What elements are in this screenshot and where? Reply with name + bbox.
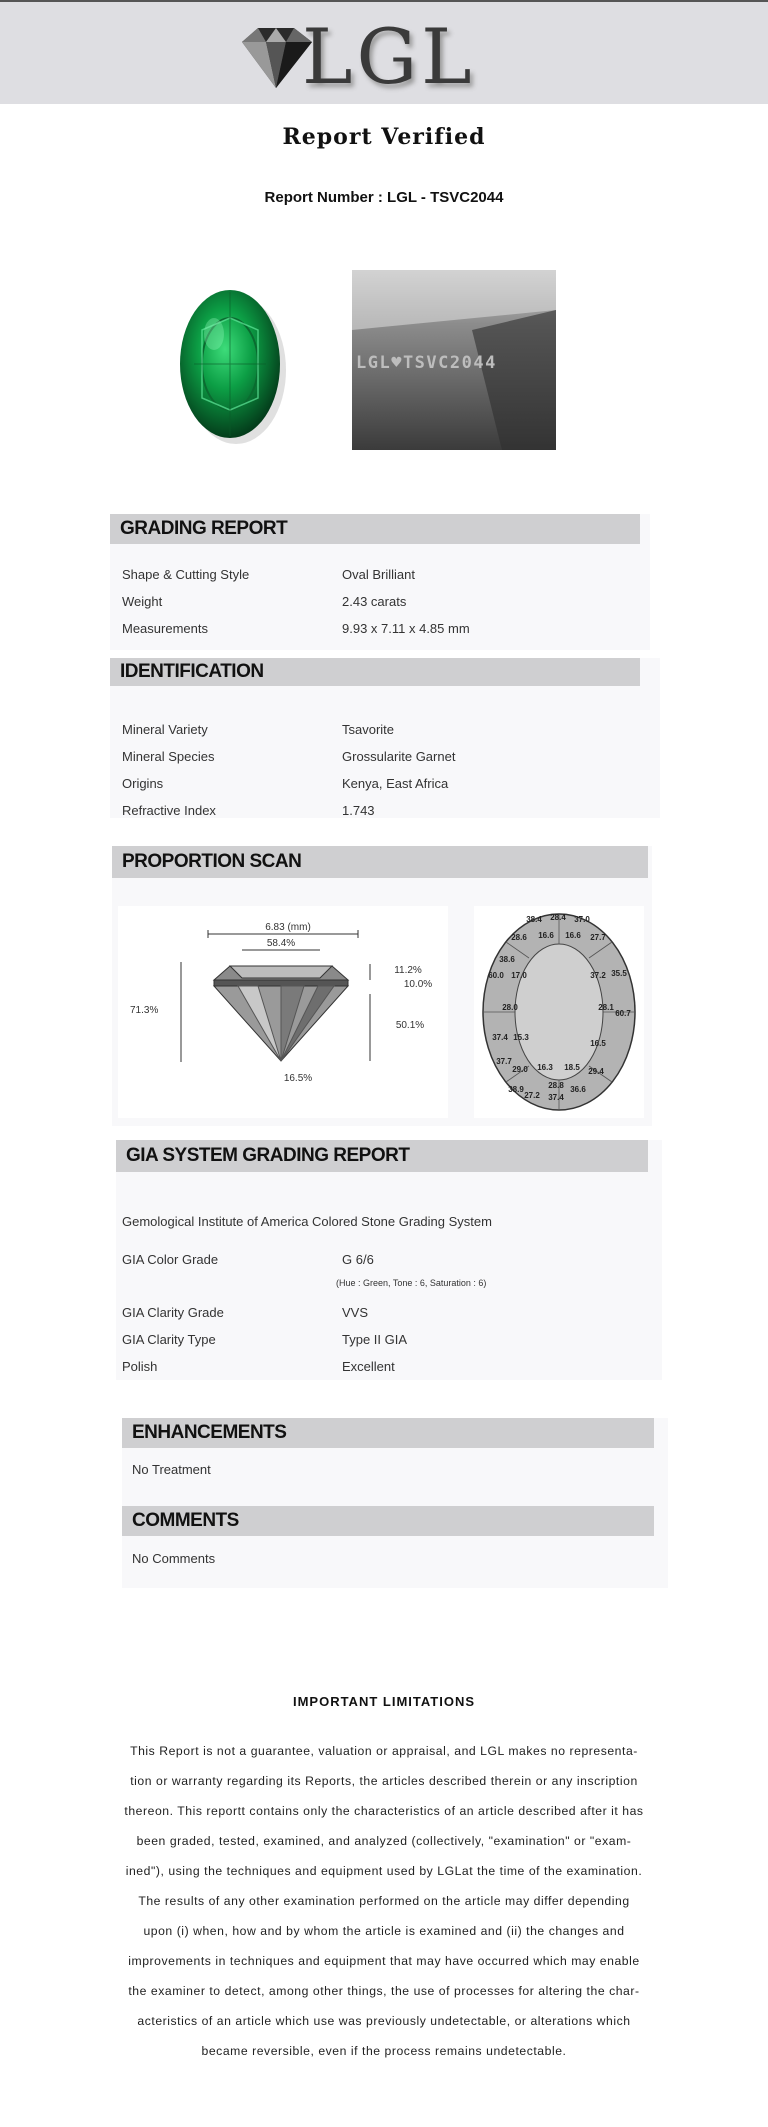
identification-label: Refractive Index [122, 803, 216, 818]
grading-value: 9.93 x 7.11 x 4.85 mm [342, 621, 470, 636]
side-profile-diagram [118, 906, 448, 1118]
gia-value: Excellent [342, 1359, 395, 1374]
facet-value-label: 29.4 [588, 1067, 604, 1076]
gia-label: GIA Clarity Type [122, 1332, 216, 1347]
facet-value-label: 15.3 [513, 1033, 529, 1042]
facet-value-label: 38.9 [508, 1085, 524, 1094]
grading-label: Weight [122, 594, 163, 609]
gia-label: Polish [122, 1359, 158, 1374]
width-label: 6.83 (mm) [265, 922, 311, 933]
limitations-line: thereon. This reportt contains only the characteristics of an article described after it has [124, 1804, 644, 1818]
facet-value-label: 28.6 [511, 933, 527, 942]
inscription-photo [352, 270, 556, 450]
facet-value-label: 28.0 [502, 1003, 518, 1012]
limitations-text [116, 1736, 652, 2066]
color-grade-note: (Hue : Green, Tone : 6, Saturation : 6) [336, 1278, 487, 1288]
pavilion-label: 50.1% [395, 1020, 425, 1031]
gia-label: GIA Color Grade [122, 1252, 219, 1267]
gia-value: Type II GIA [342, 1332, 408, 1347]
facet-value-label: 37.0 [574, 915, 590, 924]
gia-value: VVS [342, 1305, 369, 1320]
girdle-label: 10.0% [403, 979, 433, 990]
facet-value-label: 28.4 [550, 913, 566, 922]
identification-heading: IDENTIFICATION [110, 658, 640, 686]
facet-value-label: 16.6 [565, 931, 581, 940]
limitations-line: tion or warranty regarding its Reports, the articles described therein or any inscription [130, 1774, 638, 1788]
facet-value-label: 28.1 [598, 1003, 614, 1012]
facet-value-label: 37.4 [492, 1033, 508, 1042]
table-label: 58.4% [266, 938, 296, 949]
lgl-logo [232, 12, 492, 101]
limitations-line: This Report is not a guarantee, valuation or appraisal, and LGL makes no representa- [130, 1744, 638, 1758]
identification-label: Mineral Variety [122, 722, 208, 737]
logo-text: LGL [302, 12, 476, 101]
grading-value: 2.43 carats [342, 594, 407, 609]
facet-value-label: 35.5 [611, 969, 627, 978]
facet-value-label: 37.7 [496, 1057, 512, 1066]
crown-label: 11.2% [394, 965, 422, 976]
identification-label: Mineral Species [122, 749, 215, 764]
top-view-diagram [474, 906, 644, 1118]
facet-value-label: 27.2 [524, 1091, 540, 1100]
limitations-line: the examiner to detect, among other things, the use of processes for altering the char- [128, 1984, 640, 1998]
facet-value-label: 16.3 [537, 1063, 553, 1072]
facet-value-label: 36.6 [570, 1085, 586, 1094]
facet-value-label: 38.4 [526, 915, 542, 924]
facet-value-label: 27.7 [590, 933, 606, 942]
facet-value-label: 16.5 [590, 1039, 606, 1048]
facet-value-label: 37.4 [548, 1093, 564, 1102]
gemstone-photo [134, 270, 326, 462]
gia-value: G 6/6 [342, 1252, 374, 1267]
grading-heading: GRADING REPORT [110, 514, 640, 544]
limitations-line: upon (i) when, how and by whom the article is examined and (ii) the changes and [143, 1924, 625, 1938]
facet-value-label: 29.0 [512, 1065, 528, 1074]
report-number: Report Number : LGL - TSVC2044 [264, 189, 504, 206]
facet-value-label: 38.6 [499, 955, 515, 964]
facet-value-label: 28.8 [548, 1081, 564, 1090]
culet-label: 16.5% [283, 1073, 313, 1084]
gia-label: GIA Clarity Grade [122, 1305, 224, 1320]
identification-label: Origins [122, 776, 164, 791]
grading-label: Shape & Cutting Style [122, 567, 250, 582]
identification-value: Tsavorite [342, 722, 395, 737]
proportion-heading: PROPORTION SCAN [112, 846, 648, 878]
inscription-text: LGL♥TSVC2044 [356, 353, 497, 373]
facet-value-label: 60.0 [488, 971, 504, 980]
facet-value-label: 17.0 [511, 971, 527, 980]
limitations-line: ined"), using the techniques and equipment used by LGLat the time of the examination. [125, 1864, 643, 1878]
comments-text: No Comments [132, 1551, 216, 1566]
limitations-line: been graded, tested, examined, and analyzed (collectively, "examination" or "exam- [136, 1834, 632, 1848]
depth-label: 71.3% [130, 1005, 159, 1016]
grading-value: Oval Brilliant [342, 567, 415, 582]
identification-value: 1.743 [342, 803, 375, 818]
limitations-line: became reversible, even if the process remains undetectable. [201, 2044, 567, 2058]
limitations-line: acteristics of an article which use was previously undetectable, or alterations which [137, 2014, 631, 2028]
facet-value-label: 60.7 [615, 1009, 631, 1018]
limitations-heading: IMPORTANT LIMITATIONS [292, 1694, 476, 1709]
identification-value: Grossularite Garnet [342, 749, 456, 764]
limitations-line: The results of any other examination performed on the article may differ depending [138, 1894, 630, 1908]
page-title: Report Verified [282, 124, 486, 150]
header-bar [0, 0, 768, 104]
enhancements-heading: ENHANCEMENTS [122, 1418, 654, 1448]
comments-heading: COMMENTS [122, 1506, 654, 1536]
grading-label: Measurements [122, 621, 208, 636]
facet-value-label: 16.6 [538, 931, 554, 940]
facet-value-label: 37.2 [590, 971, 606, 980]
enhancements-text: No Treatment [132, 1462, 211, 1477]
limitations-line: improvements in techniques and equipment that may have occurred which may enable [128, 1954, 640, 1968]
facet-value-label: 18.5 [564, 1063, 580, 1072]
identification-value: Kenya, East Africa [342, 776, 449, 791]
gia-system-name: Gemological Institute of America Colored Stone Grading System [122, 1214, 492, 1229]
gia-heading: GIA SYSTEM GRADING REPORT [116, 1140, 648, 1172]
